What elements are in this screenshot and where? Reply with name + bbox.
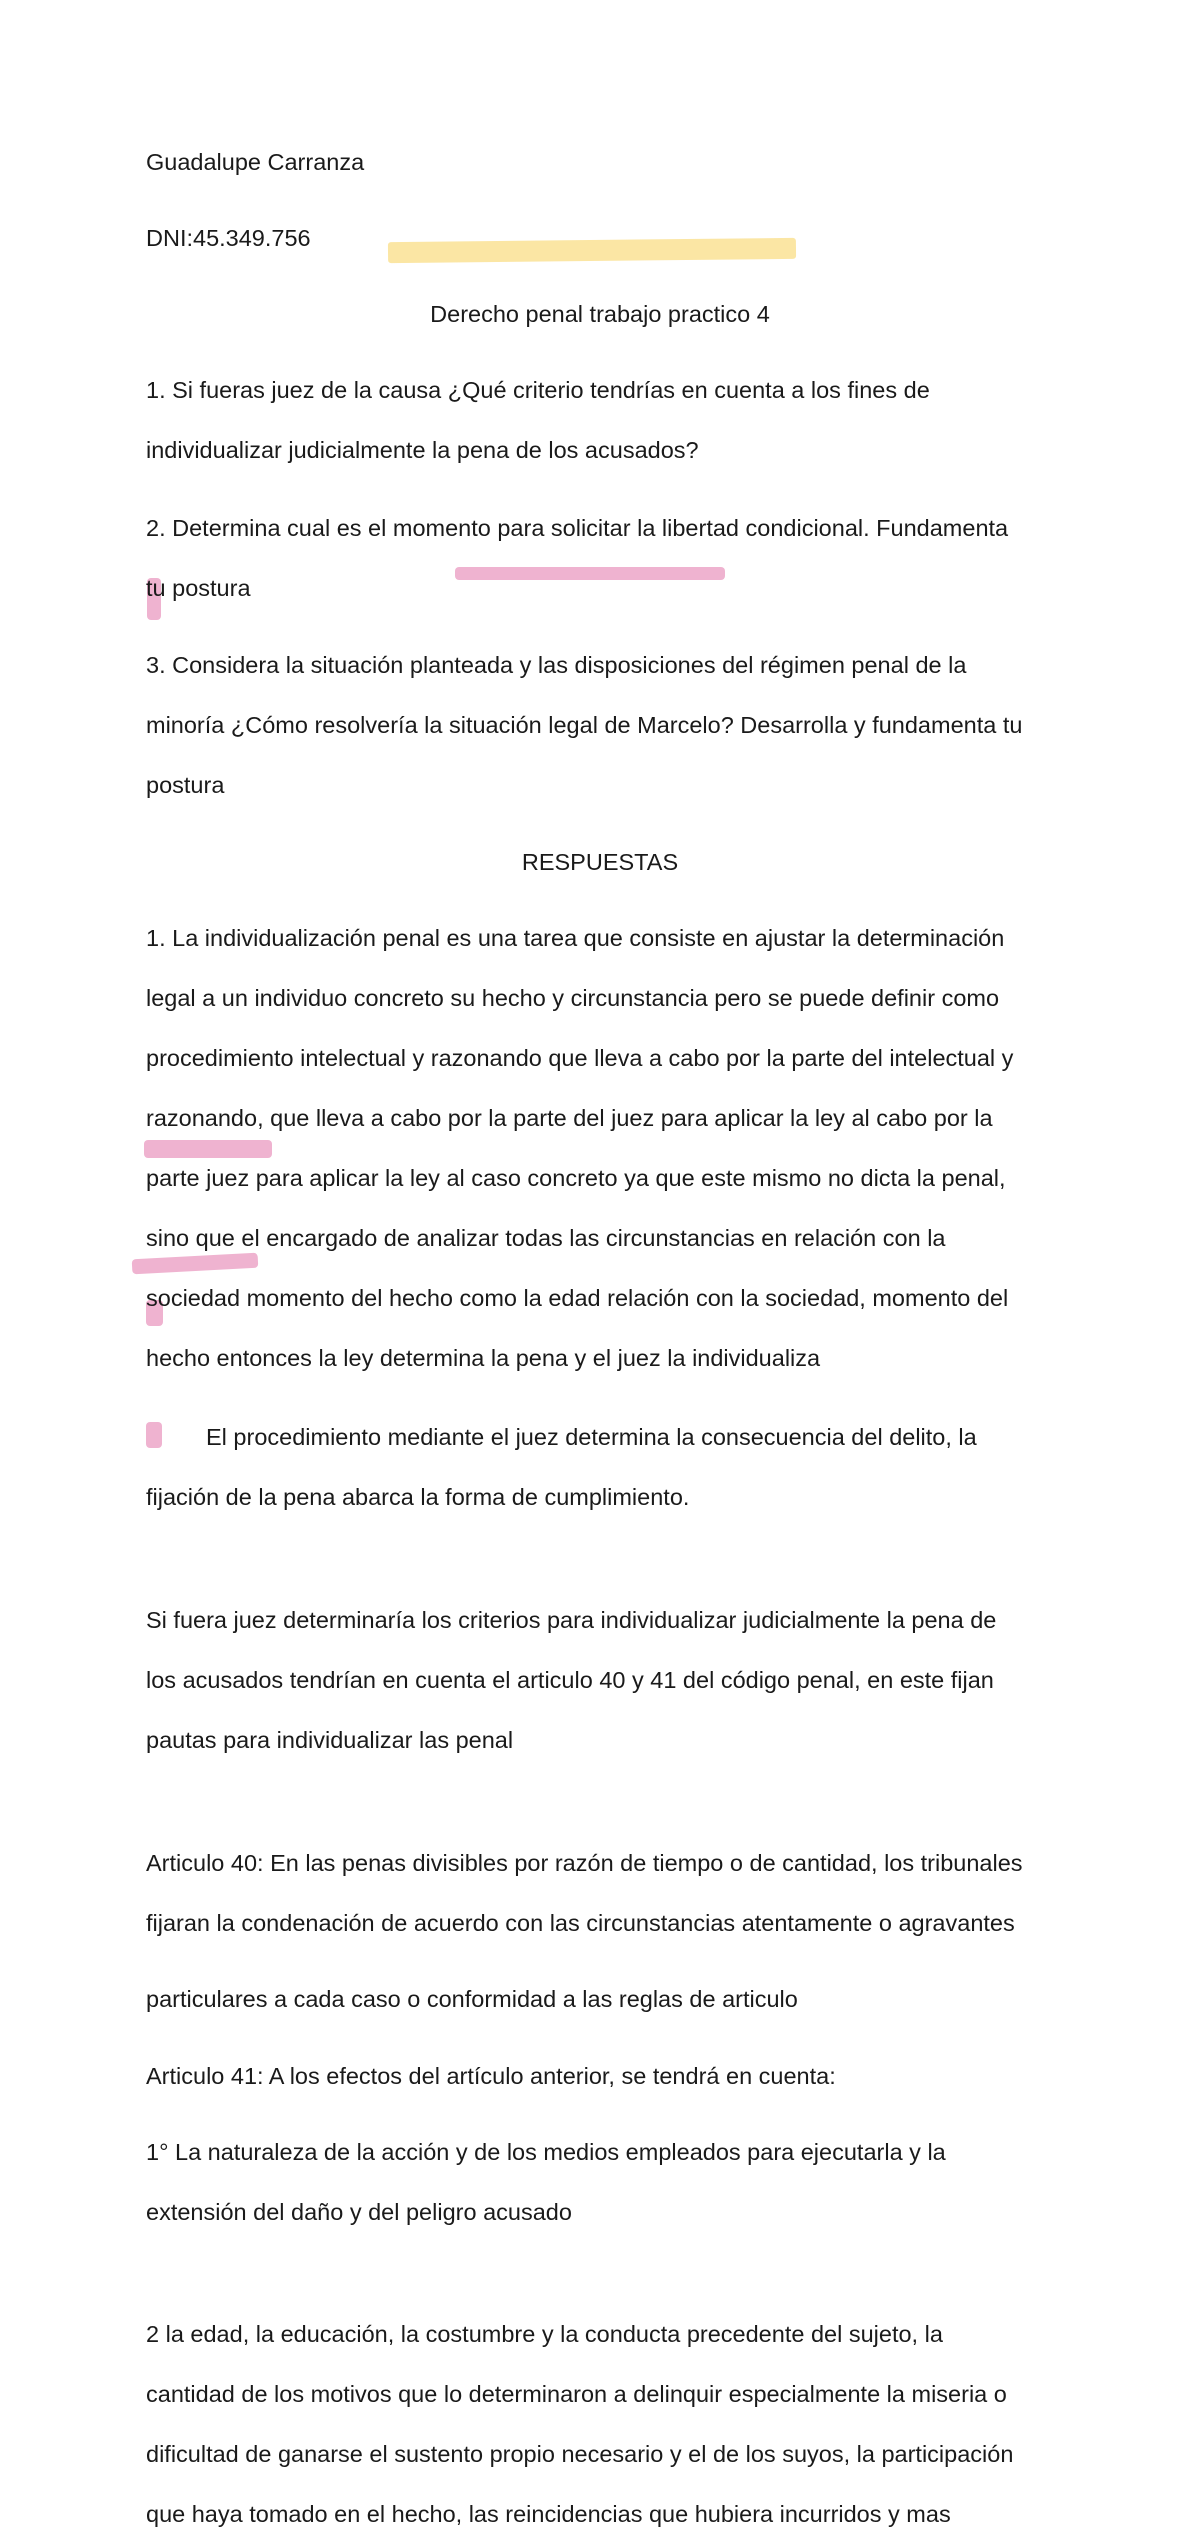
answer-1-para2-line-1: El procedimiento mediante el juez determina la consecuencia del delito, la	[206, 1424, 977, 1450]
question-3-line-3: postura	[146, 772, 225, 798]
articulo41-highlight	[132, 1253, 259, 1275]
student-dni: DNI:45.349.756	[146, 225, 311, 251]
item2-number-highlight	[146, 1422, 162, 1448]
answer-1-para2-line-2: fijación de la pena abarca la forma de cumplimiento.	[146, 1484, 690, 1510]
articulo-41-item-2-line-2: cantidad de los motivos que lo determinaron a delinquir especialmente la miseria o	[146, 2381, 1007, 2407]
answer-1-para3-line-1: Si fuera juez determinaría los criterios para individualizar judicialmente la pena de	[146, 1607, 997, 1633]
question-2-line-2: tu postura	[146, 575, 251, 601]
answer-1-line-5: parte juez para aplicar la ley al caso concreto ya que este mismo no dicta la penal,	[146, 1165, 1006, 1191]
document-title: Derecho penal trabajo practico 4	[430, 301, 770, 327]
question-3-line-1: 3. Considera la situación planteada y las disposiciones del régimen penal de la	[146, 652, 967, 678]
question-3-line-2: minoría ¿Cómo resolvería la situación legal de Marcelo? Desarrolla y fundamenta tu	[146, 712, 1023, 738]
articulo-40-line-3: particulares a cada caso o conformidad a las reglas de articulo	[146, 1986, 798, 2012]
articulo-40-line-1: Articulo 40: En las penas divisibles por razón de tiempo o de cantidad, los tribunales	[146, 1850, 1023, 1876]
answer-1-line-6: sino que el encargado de analizar todas las circunstancias en relación con la	[146, 1225, 946, 1251]
answers-heading: RESPUESTAS	[521, 849, 679, 875]
question-2-line-1: 2. Determina cual es el momento para solicitar la libertad condicional. Fundamenta	[146, 515, 1009, 541]
answer-1-line-2: legal a un individuo concreto su hecho y circunstancia pero se puede definir como	[146, 985, 1000, 1011]
answer-1-line-7: sociedad momento del hecho como la edad relación con la sociedad, momento del	[146, 1285, 1009, 1311]
student-name: Guadalupe Carranza	[146, 149, 365, 175]
question-1-line-1: 1. Si fueras juez de la causa ¿Qué criterio tendrías en cuenta a los fines de	[146, 377, 930, 403]
answer-1-para3-line-2: los acusados tendrían en cuenta el articulo 40 y 41 del código penal, en este fijan	[146, 1667, 994, 1693]
articulo-41-item-2-line-1: 2 la edad, la educación, la costumbre y la conducta precedente del sujeto, la	[146, 2321, 943, 2347]
articulo-41-item-2-line-4: que haya tomado en el hecho, las reincidencias que hubiera incurridos y mas	[146, 2501, 951, 2527]
answer-1-line-8: hecho entonces la ley determina la pena y el juez la individualiza	[146, 1345, 821, 1371]
articulo-41-item-2-line-3: dificultad de ganarse el sustento propio necesario y el de los suyos, la participación	[146, 2441, 1014, 2467]
articulo-41-line: Articulo 41: A los efectos del artículo anterior, se tendrá en cuenta:	[146, 2063, 836, 2089]
question-1-line-2: individualizar judicialmente la pena de los acusados?	[146, 437, 699, 463]
answer-1-line-3: procedimiento intelectual y razonando que lleva a cabo por la parte del intelectual y	[146, 1045, 1014, 1071]
articulo-41-item-1-line-2: extensión del daño y del peligro acusado	[146, 2199, 572, 2225]
answer-1-line-1: 1. La individualización penal es una tarea que consiste en ajustar la determinación	[146, 925, 1005, 951]
articulo-40-line-2: fijaran la condenación de acuerdo con las circunstancias atentamente o agravantes	[146, 1910, 1015, 1936]
answer-1-para3-line-3: pautas para individualizar las penal	[146, 1727, 514, 1753]
answer-1-line-4: razonando, que lleva a cabo por la parte del juez para aplicar la ley al cabo por la	[146, 1105, 993, 1131]
articulo40-highlight	[144, 1140, 272, 1158]
articulo-41-item-1-line-1: 1° La naturaleza de la acción y de los medios empleados para ejecutarla y la	[146, 2139, 946, 2165]
